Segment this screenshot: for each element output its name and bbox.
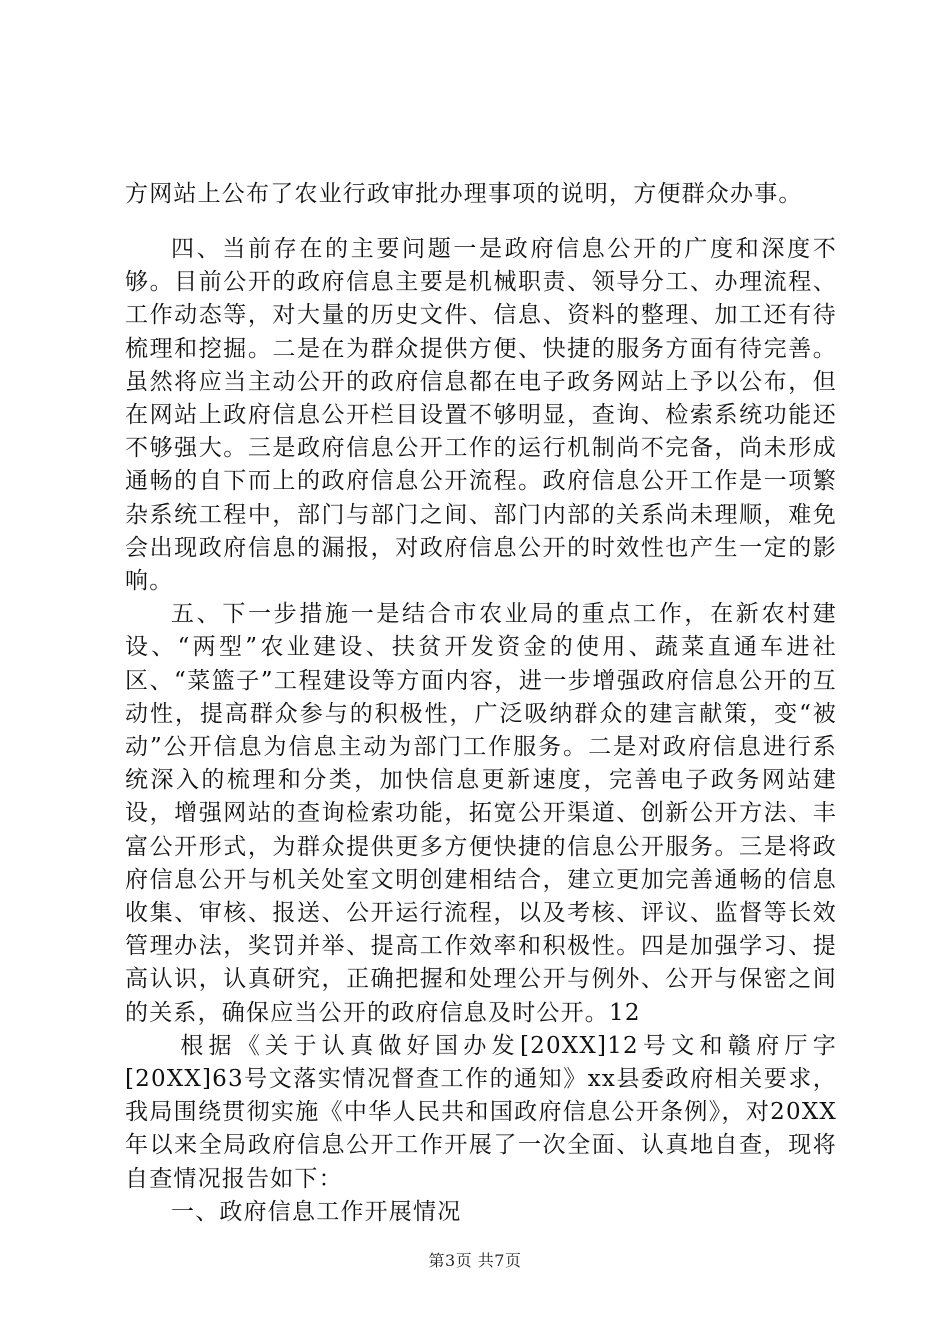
continuation-text xyxy=(125,178,837,211)
page-number: 第3页 共7页 xyxy=(428,1251,522,1270)
section-heading: 一、政府信息工作开展情况 xyxy=(171,1198,462,1225)
paragraph-report-intro: 根据《关于认真做好国办发[20XX]12号文和赣府厅字[20XX]63号文落实情况督查工作的通知》xx县委政府相关要求，我局围绕贯彻实施《中华人民共和国政府信息公开条例》，对20XX年以来全局政府信息公开工作开展了一次全面、认真地自查，现将自查情况报告如下： xyxy=(125,1032,837,1192)
page-footer xyxy=(0,1248,950,1271)
paragraph-next-steps: 五、下一步措施一是结合市农业局的重点工作，在新农村建设、“两型”农业建设、扶贫开发资金的使用、蔬菜直通车进社区、“菜篮子”工程建设等方面内容，进一步增强政府信息公开的互动性，提高群众参与的积极性，广泛吸纳群众的建言献策，变“被动”公开信息为信息主动为部门工作服务。二是对政府信息进行系统深入的梳理和分类，加快信息更新速度，完善电子政务网站建设，增强网站的查询检索功能，拓宽公开渠道、创新公开方法、丰富公开形式，为群众提供更多方便快捷的信息公开服务。三是将政府信息公开与机关处室文明创建相结合，建立更加完善通畅的信息收集、审核、报送、公开运行流程，以及考核、评议、监督等长效管理办法，奖罚并举、提高工作效率和积极性。四是加强学习、提高认识，认真研究，正确把握和处理公开与例外、公开与保密之间的关系，确保应当公开的政府信息及时公开。12 xyxy=(125,601,837,1026)
continuation-paragraph: 方网站上公布了农业行政审批办理事项的说明，方便群众办事。 xyxy=(125,181,803,207)
document-body xyxy=(125,233,837,1229)
paragraph-current-problems: 四、当前存在的主要问题一是政府信息公开的广度和深度不够。目前公开的政府信息主要是机械职责、领导分工、办理流程、工作动态等，对大量的历史文件、信息、资料的整理、加工还有待梳理和挖掘。二是在为群众提供方便、快捷的服务方面有待完善。虽然将应当主动公开的政府信息都在电子政务网站上予以公布，但在网站上政府信息公开栏目设置不够明显，查询、检索系统功能还不够强大。三是政府信息公开工作的运行机制尚不完备，尚未形成通畅的自下而上的政府信息公开流程。政府信息公开工作是一项繁杂系统工程中，部门与部门之间、部门内部的关系尚未理顺，难免会出现政府信息的漏报，对政府信息公开的时效性也产生一定的影响。 xyxy=(125,236,837,595)
